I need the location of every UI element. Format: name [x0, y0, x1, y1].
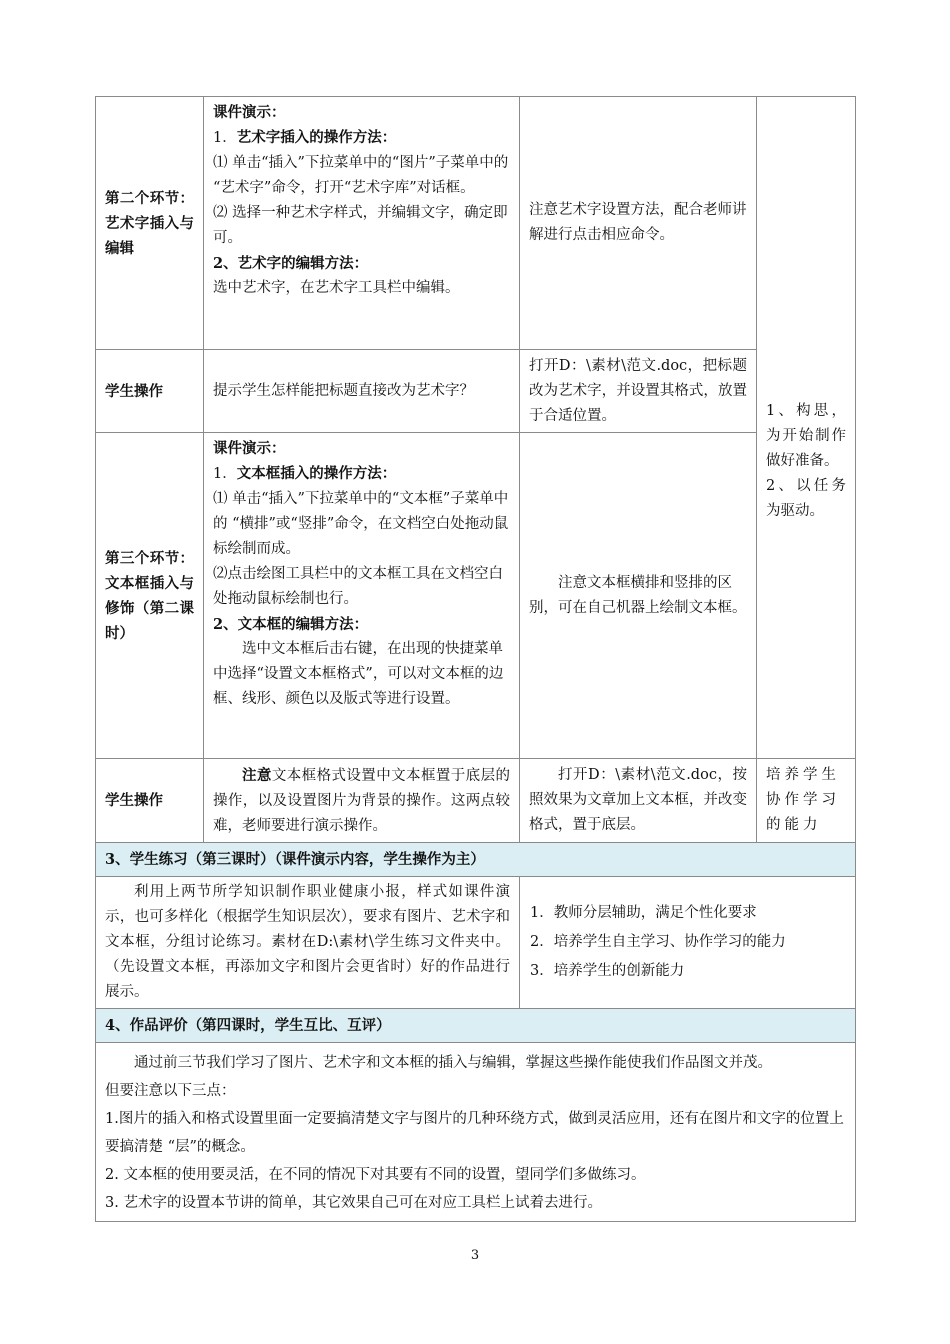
goal-item: 3．培养学生的创新能力 [530, 963, 685, 979]
wordart-edit-heading: 2、艺术字的编辑方法： [213, 255, 369, 272]
demo-title: 课件演示： [213, 104, 286, 121]
lesson-plan-table [95, 96, 856, 1222]
practice-body: 利用上两节所学知识制作职业健康小报，样式如课件演示，也可多样化（根据学生知识层次），要求有图片、艺术字和文本框，分组讨论练习。素材在D:\素材\学生练习文件夹中。（先设置文本框，再添加文字和图片会更省时）好的作品进行展示。 [96, 877, 520, 1009]
student-op2-teacher: 注意文本框格式设置中文本框置于底层的操作，以及设置图片为背景的操作。这两点较难，老师要进行演示操作。 [204, 759, 520, 843]
note-emphasis: 注意 [242, 766, 272, 784]
row-evaluation-heading [96, 1009, 856, 1043]
textbox-step2: ⑵点击绘图工具栏中的文本框工具在文档空白处拖动鼠标绘制也行。 [213, 566, 503, 607]
textbox-edit-text: 选中文本框后击右键，在出现的快捷菜单中选择“设置文本框格式”，可以对文本框的边框、线形、颜色以及版式等进行设置。 [213, 641, 504, 707]
wordart-insert-heading: 1．艺术字插入的操作方法： [213, 129, 397, 146]
textbox-step1: ⑴ 单击“插入”下拉菜单中的“文本框”子菜单中的 “横排”或“竖排”命令，在文档空白处拖动鼠标绘制而成。 [213, 491, 509, 557]
evaluation-note: 但要注意以下三点： [105, 1083, 236, 1099]
evaluation-point: 3. 艺术字的设置本节讲的简单，其它效果自己可在对应工具栏上试着去进行。 [105, 1195, 602, 1211]
section3-teacher-cell [204, 433, 520, 759]
section3-student-cell: 注意文本框横排和竖排的区别，可在自己机器上绘制文本框。 [520, 433, 757, 759]
row-practice-heading [96, 843, 856, 877]
wordart-edit-text: 选中艺术字，在艺术字工具栏中编辑。 [213, 280, 460, 296]
row-evaluation-body [96, 1043, 856, 1222]
row-student-op1 [96, 350, 856, 433]
section3-label: 第三个环节：文本框插入与修饰（第二课时） [96, 433, 204, 759]
student-op2-label: 学生操作 [96, 759, 204, 843]
goal-item: 1．教师分层辅助，满足个性化要求 [530, 905, 757, 921]
practice-goals [520, 877, 856, 1009]
student-op2-intent: 培养学生协作学习的能力 [757, 759, 856, 843]
row-practice-body [96, 877, 856, 1009]
practice-heading: 3、学生练习（第三课时）（课件演示内容，学生操作为主） [96, 843, 856, 877]
evaluation-point: 1.图片的插入和格式设置里面一定要搞清楚文字与图片的几种环绕方式，做到灵活应用，还有在图片和文字的位置上要搞清楚 “层”的概念。 [105, 1111, 844, 1155]
section2-teacher-cell [204, 97, 520, 350]
evaluation-point: 2. 文本框的使用要灵活，在不同的情况下对其要有不同的设置，望同学们多做练习。 [105, 1167, 646, 1183]
student-op1-label: 学生操作 [96, 350, 204, 433]
row-section2 [96, 97, 856, 350]
section2-label: 第二个环节：艺术字插入与编辑 [96, 97, 204, 350]
intent-line1: 1、构思，为开始制作做好准备。 [766, 402, 846, 469]
page-number: 3 [470, 1248, 480, 1263]
student-op2-student: 打开D：\素材\范文.doc，按照效果为文章加上文本框，并改变格式，置于底层。 [520, 759, 757, 843]
wordart-step1: ⑴ 单击“插入”下拉菜单中的“图片”子菜单中的 “艺术字”命令，打开“艺术字库”对话框。 [213, 155, 509, 196]
evaluation-heading: 4、作品评价（第四课时，学生互比、互评） [96, 1009, 856, 1043]
student-op1-teacher: 提示学生怎样能把标题直接改为艺术字？ [204, 350, 520, 433]
section2-student-cell: 注意艺术字设置方法，配合老师讲解进行点击相应命令。 [520, 97, 757, 350]
row-section3 [96, 433, 856, 759]
design-intent-cell [757, 97, 856, 759]
goal-item: 2．培养学生自主学习、协作学习的能力 [530, 934, 786, 950]
intent-line2: 2、以任务为驱动。 [766, 477, 846, 519]
wordart-step2: ⑵ 选择一种艺术字样式，并编辑文字，确定即可。 [213, 205, 508, 246]
textbox-edit-heading: 2、文本框的编辑方法： [213, 616, 369, 633]
evaluation-body [96, 1043, 856, 1222]
student-op1-student: 打开D：\素材\范文.doc，把标题改为艺术字，并设置其格式，放置于合适位置。 [520, 350, 757, 433]
demo-title: 课件演示： [213, 440, 286, 457]
row-student-op2 [96, 759, 856, 843]
evaluation-intro: 通过前三节我们学习了图片、艺术字和文本框的插入与编辑，掌握这些操作能使我们作品图文并茂。 [134, 1055, 772, 1071]
textbox-insert-heading: 1．文本框插入的操作方法： [213, 465, 397, 482]
